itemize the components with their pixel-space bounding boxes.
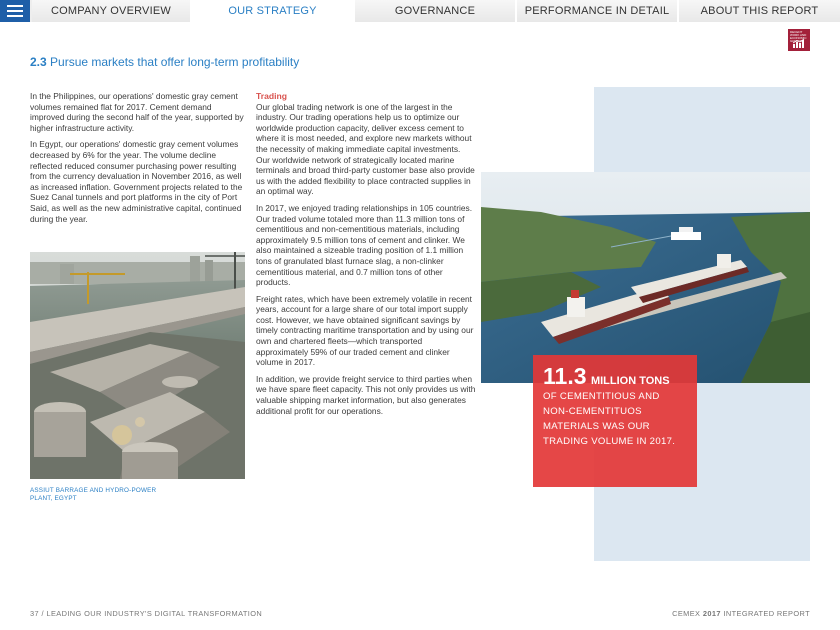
paragraph-philippines: In the Philippines, our operations' domestic gray cement volumes remained flat for 2017. Cement demand improved during the second half of the year, supported by higher infrastructure activity. <box>30 91 244 133</box>
hydro-power-plant-photo <box>30 252 245 479</box>
trading-volume-callout <box>533 355 697 487</box>
section-heading: Pursue markets that offer long-term profitability <box>50 55 300 69</box>
footer-separator: / <box>41 609 44 618</box>
column-two <box>256 91 476 422</box>
callout-unit: MILLION TONS <box>590 375 670 387</box>
page-number: 37 <box>30 609 40 618</box>
tab-governance[interactable]: GOVERNANCE <box>355 0 515 22</box>
sdg-goal-8-icon <box>788 29 810 51</box>
report-year: 2017 <box>702 609 721 618</box>
tab-company-overview[interactable]: COMPANY OVERVIEW <box>32 0 190 22</box>
paragraph-trading-network: Our global trading network is one of the largest in the industry. Our trading operations help us to optimize our worldwide production capacity, deliver excess cement to where it is most needed, and explore new markets without the necessity of making immediate capital investments. Our worldwide network of strategically located marine terminals and broad third-party customer base also provide us with the added flexibility to place contracted supplies in an optimal way. <box>256 101 475 197</box>
footer-page-info <box>30 609 262 618</box>
tab-performance-in-detail[interactable]: PERFORMANCE IN DETAIL <box>517 0 677 22</box>
column-one <box>30 91 244 230</box>
cargo-ship-terminal-photo <box>481 172 810 383</box>
footer-section-label: LEADING OUR INDUSTRY'S DIGITAL TRANSFORMATION <box>46 609 263 618</box>
trading-subheading: Trading <box>256 91 288 101</box>
sdg-badge-text: DECENT WORK AND ECONOMIC GROWTH <box>790 30 807 43</box>
footer-report-title <box>672 609 810 618</box>
tab-our-strategy[interactable]: OUR STRATEGY <box>192 0 353 22</box>
callout-text: OF CEMENTITIOUS AND NON-CEMENTITUOS MATERIALS WAS OUR TRADING VOLUME IN 2017. <box>543 391 676 447</box>
paragraph-trading-2017: In 2017, we enjoyed trading relationships in 105 countries. Our traded volume totaled more than 11.3 million tons of cementitious and non-cementitious materials, including approximately 9.5 million tons of cement and clinker. We also maintained a sizeable trading position of 1.1 million tons of granulated blast furnace slag, a non-clinker cementitious material, and 0.7 million tons of other products. <box>256 202 473 288</box>
section-number: 2.3 <box>30 55 47 69</box>
tab-about-this-report[interactable]: ABOUT THIS REPORT <box>679 0 840 22</box>
report-brand: CEMEX <box>672 609 701 618</box>
paragraph-freight-service: In addition, we provide freight service to third parties when we have spare fleet capacity. This not only provides us with valuable shipping market information, but also generates additional profit for our operations. <box>256 373 476 416</box>
photo-caption: ASSIUT BARRAGE AND HYDRO-POWER PLANT, EGYPT <box>30 487 157 502</box>
report-title: INTEGRATED REPORT <box>723 609 810 618</box>
paragraph-egypt: In Egypt, our operations' domestic gray cement volumes decreased by 6% for the year. The volume decline reflected reduced consumer purchasing power resulting from the currency devaluation in November 2016, as well as increased inflation. Government projects related to the Suez Canal tunnels and port platforms in the city of Port Said, as well as the new administrative capital, continued during the year. <box>30 139 243 224</box>
paragraph-freight-rates: Freight rates, which have been extremely volatile in recent years, account for a large share of our total import supply cost. However, we have obtained significant savings by timely contracting maritime transportation and by using our own and chartered fleets—which transported approximately 59% of our traded cement and clinker volume in 2017. <box>256 293 474 368</box>
section-title <box>30 55 299 69</box>
hamburger-menu-icon[interactable] <box>0 0 30 22</box>
top-navigation <box>0 0 840 22</box>
callout-value: 11.3 <box>543 363 587 389</box>
